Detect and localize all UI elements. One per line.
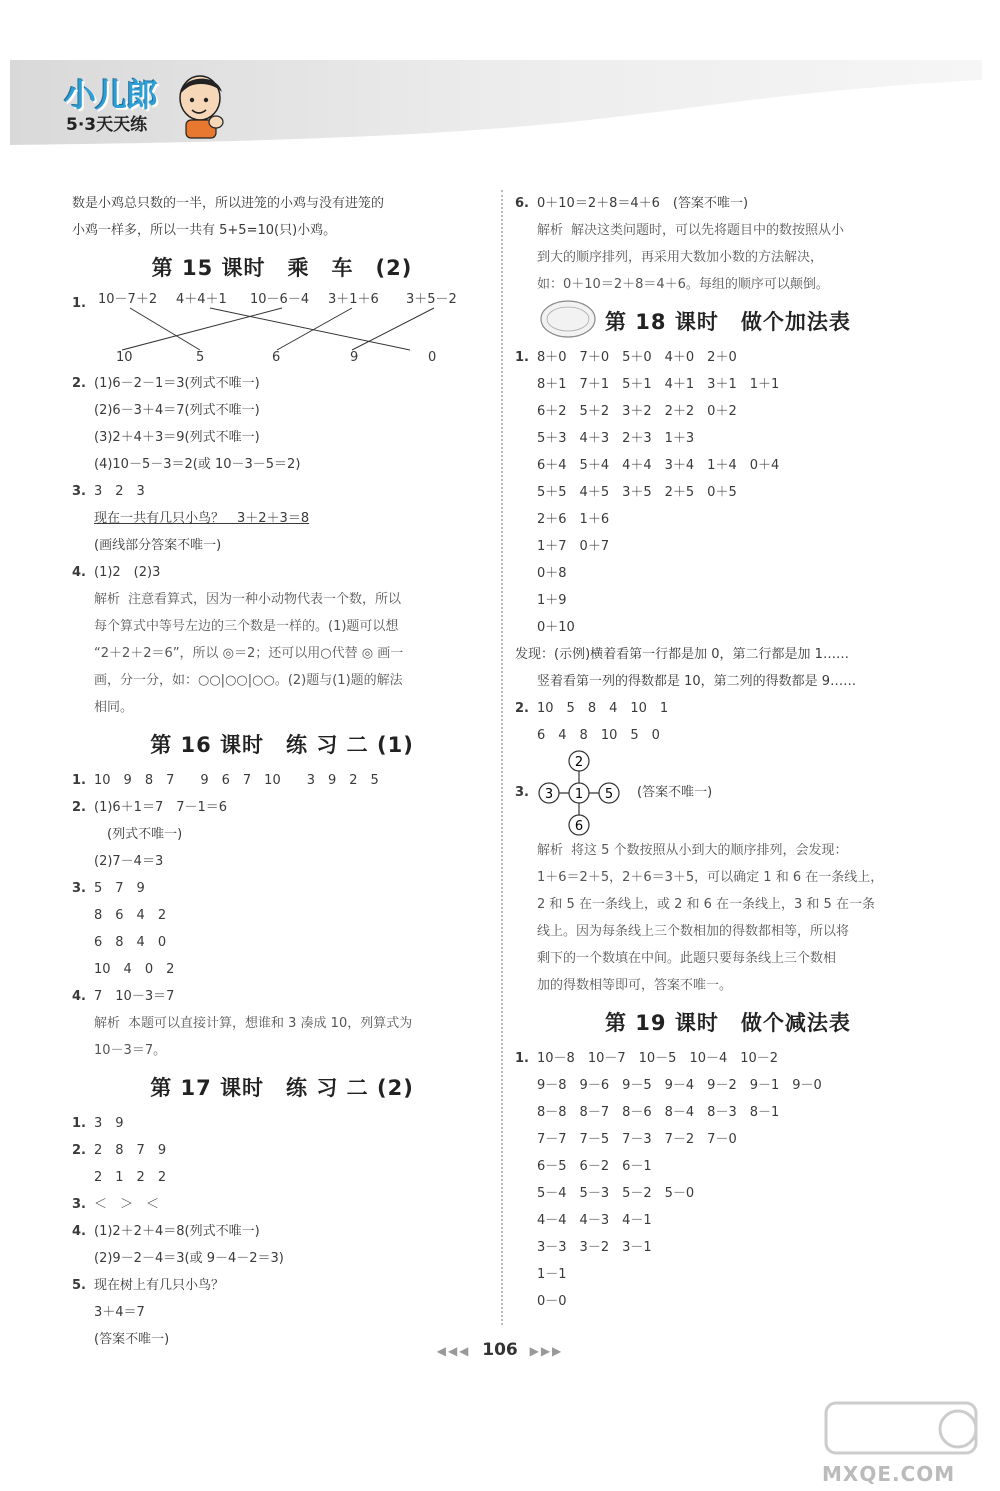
answer-line [72, 1299, 492, 1326]
analysis-line: “2＋2＋2＝6”，所以 ◎＝2；还可以用○代替 ◎ 画一 [94, 646, 404, 661]
analysis-text: 注意看算式，因为一种小动物代表一个数，所以 [128, 592, 402, 607]
l18-q2-text: 10 5 8 4 10 1 [537, 701, 669, 716]
table-row [515, 1072, 935, 1099]
table-row [515, 452, 935, 479]
answer-line [72, 794, 492, 821]
mascot-icon [172, 70, 230, 140]
analysis-line: 1＋6＝2＋5，2＋6＝3＋5，可以确定 1 和 6 在一条线上， [537, 870, 884, 885]
expr: 3＋5－2 [406, 292, 457, 307]
table-row [515, 1126, 935, 1153]
finding-line: 发现：(示例)横着看第一行都是加 0，第二行都是加 1…… [515, 647, 849, 662]
l15-q3-underlined: 现在一共有几只小鸟？ 3＋2＋3＝8 [94, 511, 310, 526]
l15-q2-line: (2)6－3＋4＝7(列式不唯一) [94, 403, 260, 418]
lesson-17-title: 第 17 课时 练 习 二 (2) [150, 1076, 414, 1100]
right-column [515, 190, 935, 1315]
analysis-tag: 解析 [94, 1016, 121, 1031]
answer-text: 5 7 9 [94, 881, 145, 896]
question-num: 2. [72, 1143, 86, 1158]
l15-q1 [72, 290, 492, 370]
logo-subtitle: 5·3天天练 [66, 115, 148, 135]
l15-q2-text: (1)6－2－1＝3(列式不唯一) [94, 376, 260, 391]
row-text: 4－4 4－3 4－1 [537, 1213, 652, 1228]
analysis-line: 到大的顺序排列，再采用大数加小数的方法解决， [537, 250, 824, 265]
row-text: 1－1 [537, 1267, 567, 1282]
row-text: 5＋3 4＋3 2＋3 1＋3 [537, 431, 695, 446]
l15-q4-text: (1)2 (2)3 [94, 565, 161, 580]
answer-text: 2 1 2 2 [94, 1170, 167, 1185]
page-number-text: 106 [482, 1340, 518, 1360]
question-num: 3. [72, 1197, 86, 1212]
l15-q3-num: 3. [72, 484, 86, 499]
row-text: 6＋4 5＋4 4＋4 3＋4 1＋4 0＋4 [537, 458, 780, 473]
analysis-line: 线上。因为每条线上三个数相加的得数都相等，所以将 [537, 924, 850, 939]
analysis-line: 每个算式中等号左边的三个数是一样的。(1)题可以想 [94, 619, 399, 634]
l15-q4-num: 4. [72, 565, 86, 580]
table-row [515, 1288, 935, 1315]
result: 10 [116, 350, 133, 365]
page-number [0, 1340, 1000, 1360]
lesson-18-title: 第 18 课时 做个加法表 [605, 310, 851, 334]
answer-text: (2)7－4＝3 [94, 854, 164, 869]
circle-right: 5 [604, 787, 614, 802]
table-row [515, 1045, 935, 1072]
row-text: 2＋6 1＋6 [537, 512, 610, 527]
l15-q2-line [72, 370, 492, 397]
answer-text: 现在树上有几只小鸟？ [94, 1278, 225, 1293]
expr: 10－6－4 [250, 292, 310, 307]
answer-line [72, 1137, 492, 1164]
table-row [515, 479, 935, 506]
result: 0 [428, 350, 437, 365]
row-text: 8－8 8－7 8－6 8－4 8－3 8－1 [537, 1105, 780, 1120]
l15-q3-text: 3 2 3 [94, 484, 145, 499]
answer-line [72, 875, 492, 902]
l15-q1-num: 1. [72, 296, 86, 311]
answer-text: (列式不唯一) [94, 827, 183, 842]
q6-num: 6. [515, 196, 529, 211]
l15-q3-line: (画线部分答案不唯一) [94, 538, 222, 553]
lesson-15-title: 第 15 课时 乘 车 (2) [151, 256, 413, 280]
answer-line [72, 848, 492, 875]
row-text: 1＋9 [537, 593, 567, 608]
answer-line [72, 1191, 492, 1218]
l18-q2-num: 2. [515, 701, 529, 716]
question-num: 4. [72, 1224, 86, 1239]
right-arrows-icon: ▶▶▶ [529, 1344, 564, 1358]
circle-center: 1 [574, 787, 584, 802]
circle-left: 3 [544, 787, 554, 802]
table-row [515, 398, 935, 425]
l15-q2-line: (4)10－5－3＝2(或 10－3－5＝2) [94, 457, 301, 472]
row-text: 9－8 9－6 9－5 9－4 9－2 9－1 9－0 [537, 1078, 822, 1093]
result: 5 [196, 350, 205, 365]
analysis-tag: 解析 [537, 843, 564, 858]
result: 6 [272, 350, 281, 365]
question-num: 1. [72, 773, 86, 788]
row-text: 0＋8 [537, 566, 567, 581]
row-text: 6＋2 5＋2 3＋2 2＋2 0＋2 [537, 404, 737, 419]
lesson-16-title: 第 16 课时 练 习 二 (1) [150, 733, 414, 757]
table-row [515, 1099, 935, 1126]
l15-q4-line [72, 559, 492, 586]
q6-text: 0＋10＝2＋8＝4＋6 (答案不唯一) [537, 196, 749, 211]
lesson-18-q1 [515, 344, 935, 641]
question-num: 4. [72, 989, 86, 1004]
table-row [515, 425, 935, 452]
analysis-text: 本题可以直接计算，想谁和 3 凑成 10，列算式为 [128, 1016, 413, 1031]
question-num: 1. [515, 1051, 529, 1066]
row-text: 5＋5 4＋5 3＋5 2＋5 0＋5 [537, 485, 737, 500]
table-row [515, 344, 935, 371]
circle-diagram [535, 749, 625, 837]
row-text: 6－5 6－2 6－1 [537, 1159, 652, 1174]
answer-text: (答案不唯一) [94, 1332, 170, 1347]
answer-line [72, 902, 492, 929]
lesson-16-body [72, 767, 492, 1010]
circle-bottom: 6 [574, 819, 584, 834]
intro-line-1: 数是小鸡总只数的一半，所以进笼的小鸡与没有进笼的 [72, 196, 385, 211]
table-row [515, 1207, 935, 1234]
logo-brand: 小儿郎 [64, 76, 158, 114]
answer-line [72, 956, 492, 983]
analysis-line: 剩下的一个数填在中间。此题只要每条线上三个数相 [537, 951, 837, 966]
analysis-tag: 解析 [94, 592, 121, 607]
analysis-line [72, 1010, 492, 1037]
answer-line [72, 1218, 492, 1245]
table-row [515, 1153, 935, 1180]
l15-q3-line [72, 478, 492, 505]
result: 9 [350, 350, 359, 365]
table-row [515, 1261, 935, 1288]
expr: 3＋1＋6 [328, 292, 379, 307]
answer-line [72, 1272, 492, 1299]
answer-text: 6 8 4 0 [94, 935, 167, 950]
analysis-line [72, 586, 492, 613]
l18-q3-note: (答案不唯一) [637, 785, 713, 800]
analysis-line: 画，分一分，如：○○|○○|○○。(2)题与(1)题的解法 [94, 673, 403, 688]
answer-line [72, 821, 492, 848]
table-row [515, 1234, 935, 1261]
circle-top: 2 [574, 755, 584, 770]
row-text: 0＋10 [537, 620, 575, 635]
table-row [515, 506, 935, 533]
analysis-text: 将这 5 个数按照从小到大的顺序排列，会发现： [571, 843, 848, 858]
answer-text: 2 8 7 9 [94, 1143, 167, 1158]
row-text: 0－0 [537, 1294, 567, 1309]
answer-text: (2)9－2－4＝3(或 9－4－2＝3) [94, 1251, 284, 1266]
question-num: 1. [72, 1116, 86, 1131]
left-column [72, 190, 492, 1353]
lesson-19-q1 [515, 1045, 935, 1315]
l15-q2-num: 2. [72, 376, 86, 391]
answer-text: 10 9 8 7 9 6 7 10 3 9 2 5 [94, 773, 379, 788]
l18-q3-num: 3. [515, 785, 529, 800]
analysis-line: 10－3＝7。 [94, 1043, 167, 1058]
row-text: 3－3 3－2 3－1 [537, 1240, 652, 1255]
question-num: 3. [72, 881, 86, 896]
answer-line [72, 767, 492, 794]
analysis-line: 如：0＋10＝2＋8＝4＋6。每组的顺序可以颠倒。 [537, 277, 829, 292]
l15-q3-line [72, 505, 492, 532]
analysis-line: 相同。 [94, 700, 134, 715]
analysis-text: 解决这类问题时，可以先将题目中的数按照从小 [571, 223, 845, 238]
answer-text: 7 10－3＝7 [94, 989, 175, 1004]
l15-q2-line: (3)2＋4＋3＝9(列式不唯一) [94, 430, 260, 445]
answer-text: 8 6 4 2 [94, 908, 167, 923]
column-divider [501, 190, 503, 1325]
watermark-text: MXQE.COM [822, 1462, 956, 1486]
table-row [515, 1180, 935, 1207]
question-num: 1. [515, 350, 529, 365]
row-text: 1＋7 0＋7 [537, 539, 610, 554]
table-row [515, 587, 935, 614]
stamp-icon [538, 298, 598, 340]
l18-q3 [515, 749, 935, 837]
intro-line-2: 小鸡一样多，所以一共有 5+5=10(只)小鸡。 [72, 223, 337, 238]
table-row [515, 371, 935, 398]
answer-text: (1)6＋1＝7 7－1＝6 [94, 800, 228, 815]
answer-text: 3＋4＝7 [94, 1305, 145, 1320]
analysis-line [515, 837, 935, 864]
expr: 4＋4＋1 [176, 292, 227, 307]
table-row [515, 533, 935, 560]
row-text: 7－7 7－5 7－3 7－2 7－0 [537, 1132, 737, 1147]
answer-line [72, 983, 492, 1010]
table-row [515, 614, 935, 641]
answer-line [72, 929, 492, 956]
q6-line [515, 190, 935, 217]
l18-q2-line: 6 4 8 10 5 0 [537, 728, 660, 743]
answer-text: 10 4 0 2 [94, 962, 175, 977]
analysis-line: 加的得数相等即可，答案不唯一。 [537, 978, 733, 993]
row-text: 8＋0 7＋0 5＋0 4＋0 2＋0 [537, 350, 737, 365]
lesson-19-title: 第 19 课时 做个减法表 [605, 1011, 851, 1035]
row-text: 5－4 5－3 5－2 5－0 [537, 1186, 695, 1201]
row-text: 8＋1 7＋1 5＋1 4＋1 3＋1 1＋1 [537, 377, 780, 392]
answer-text: 3 9 [94, 1116, 124, 1131]
question-num: 2. [72, 800, 86, 815]
analysis-line: 2 和 5 在一条线上，或 2 和 6 在一条线上，3 和 5 在一条 [537, 897, 875, 912]
analysis-line [515, 217, 935, 244]
answer-line [72, 1164, 492, 1191]
answer-text: ＜ ＞ ＜ [94, 1197, 160, 1212]
answer-line [72, 1110, 492, 1137]
finding-line: 竖着看第一列的得数都是 10，第二列的得数都是 9…… [537, 674, 857, 689]
answer-text: (1)2＋2＋4＝8(列式不唯一) [94, 1224, 260, 1239]
lesson-17-body [72, 1110, 492, 1353]
answer-line [72, 1245, 492, 1272]
expr: 10－7＋2 [98, 292, 158, 307]
row-text: 10－8 10－7 10－5 10－4 10－2 [537, 1051, 779, 1066]
left-arrows-icon: ◀◀◀ [436, 1344, 471, 1358]
table-row [515, 560, 935, 587]
question-num: 5. [72, 1278, 86, 1293]
l18-q2-line [515, 695, 935, 722]
analysis-tag: 解析 [537, 223, 564, 238]
